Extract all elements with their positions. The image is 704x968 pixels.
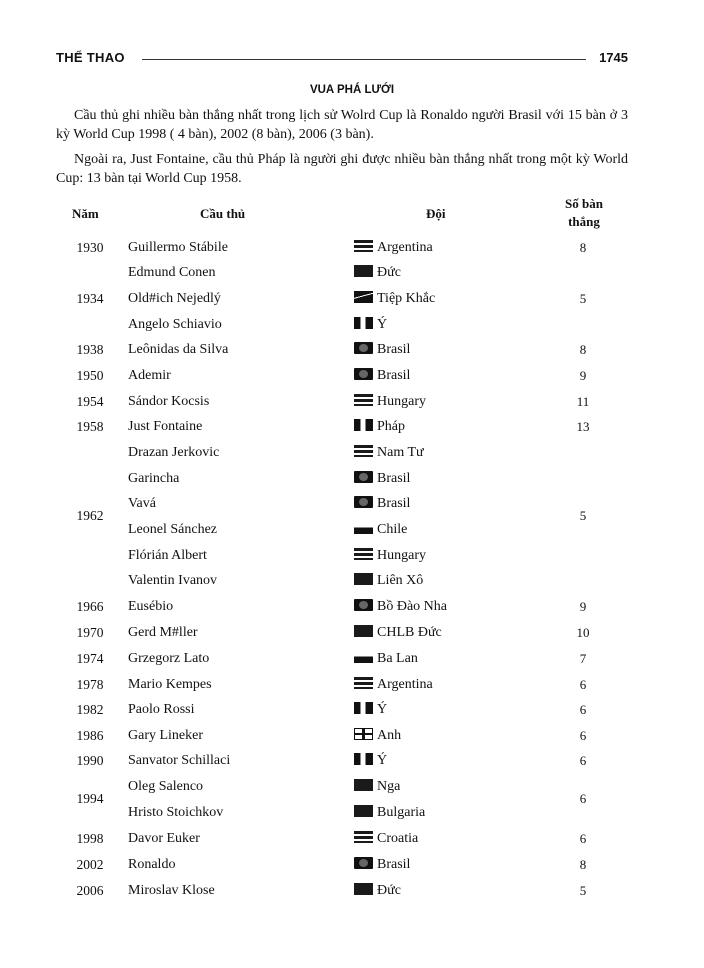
row-team [354, 777, 400, 797]
row-team-name: Brasil [377, 342, 411, 357]
row-goals: 8 [579, 240, 587, 255]
row-team [354, 726, 401, 746]
row-player: Flórián Albert [128, 548, 207, 563]
row-team-name: Argentina [377, 240, 433, 255]
flag-icon [354, 394, 373, 406]
row-goals [560, 469, 606, 489]
row-team [354, 520, 407, 540]
row-year [68, 443, 112, 463]
row-team-name: Nga [377, 779, 401, 794]
row-team-name: Đức [377, 265, 401, 280]
row-team-name: Brasil [377, 368, 411, 383]
row-team [354, 238, 433, 258]
row-year: 1974 [76, 651, 104, 666]
row-player: Gerd M#ller [128, 625, 198, 640]
row-year: 1934 [76, 291, 104, 306]
row-goals: 9 [579, 599, 587, 614]
row-goals: 13 [576, 419, 590, 434]
row-goals [560, 443, 606, 463]
row-team-name: Pháp [377, 419, 405, 434]
row-goals [560, 263, 606, 283]
row-team-name: CHLB Đức [377, 625, 442, 640]
page-header [56, 50, 628, 70]
row-player: Oleg Salenco [128, 779, 204, 794]
row-player: Eusébio [128, 599, 174, 614]
row-player: Gary Lineker [128, 728, 204, 743]
flag-icon [354, 651, 373, 663]
row-team [354, 700, 387, 720]
row-goals: 9 [579, 368, 587, 383]
flag-icon [354, 702, 373, 714]
row-year: 1990 [76, 753, 104, 768]
row-team-name: Bulgaria [377, 805, 426, 820]
flag-icon [354, 317, 373, 329]
row-goals: 8 [579, 857, 587, 872]
flag-icon [354, 240, 373, 252]
row-player: Grzegorz Lato [128, 651, 210, 666]
row-team [354, 340, 410, 360]
row-team [354, 623, 442, 643]
row-player: Ademir [128, 368, 171, 383]
row-player: Miroslav Klose [128, 883, 215, 898]
flag-icon [354, 573, 373, 585]
row-player: Old#ich Nejedlý [128, 291, 221, 306]
row-team-name: Đức [377, 883, 401, 898]
flag-icon [354, 805, 373, 817]
row-player: Vavá [128, 496, 156, 511]
row-team-name: Chile [377, 522, 408, 537]
flag-icon [354, 342, 373, 354]
row-team [354, 417, 405, 437]
row-goals: 6 [579, 677, 587, 692]
flag-icon [354, 883, 373, 895]
header-goals-line2: thắng [568, 214, 600, 229]
row-team-name: Croatia [377, 831, 419, 846]
row-goals: 6 [579, 702, 587, 717]
row-team [354, 597, 447, 617]
row-player: Sándor Kocsis [128, 394, 210, 409]
row-team [354, 881, 401, 901]
row-team-name: Liên Xô [377, 573, 424, 588]
row-team-name: Bồ Đào Nha [377, 599, 447, 614]
row-player: Angelo Schiavio [128, 317, 222, 332]
row-year: 1986 [76, 728, 104, 743]
row-player: Sanvator Schillaci [128, 753, 231, 768]
row-team [354, 855, 410, 875]
row-goals: 5 [579, 291, 587, 306]
header-player: Cầu thủ [200, 206, 246, 221]
row-team [354, 494, 410, 514]
row-player: Paolo Rossi [128, 702, 195, 717]
page-number: 1745 [599, 50, 628, 65]
row-team [354, 443, 424, 463]
row-player: Ronaldo [128, 857, 176, 872]
row-year: 1970 [76, 625, 104, 640]
row-team [354, 649, 418, 669]
article-title: VUA PHÁ LƯỚI [309, 84, 395, 96]
row-team-name: Nam Tư [377, 445, 424, 460]
row-year: 1938 [76, 342, 104, 357]
row-goals: 8 [579, 342, 587, 357]
row-team-name: Ba Lan [377, 651, 418, 666]
row-team [354, 546, 426, 566]
row-player: Edmund Conen [128, 265, 216, 280]
row-team-name: Hungary [377, 548, 426, 563]
paragraph-1: Cầu thủ ghi nhiều bàn thắng nhất trong lịch sử Wolrd Cup là Ronaldo người Brasil với 15 bàn ở 3 kỳ World Cup 1998 ( 4 bàn), 2002 (8 bàn), 2006 (3 bàn). [56, 108, 628, 142]
row-player: Just Fontaine [128, 419, 203, 434]
row-team [354, 675, 433, 695]
row-year: 1950 [76, 368, 104, 383]
row-player: Mario Kempes [128, 677, 212, 692]
flag-icon [354, 753, 373, 765]
flag-icon [354, 471, 373, 483]
row-goals [560, 571, 606, 591]
row-year: 1978 [76, 677, 104, 692]
row-team-name: Ý [377, 317, 388, 332]
flag-icon [354, 368, 373, 380]
row-goals [560, 315, 606, 335]
row-team [354, 263, 401, 283]
flag-icon [354, 677, 373, 689]
row-team-name: Tiệp Khắc [377, 291, 436, 306]
row-year [68, 315, 112, 335]
row-year: 1966 [76, 599, 104, 614]
flag-icon [354, 522, 373, 534]
flag-icon [354, 599, 373, 611]
flag-icon [354, 728, 373, 740]
merged-goals-1994: 6 [579, 791, 587, 806]
row-team [354, 751, 387, 771]
row-goals: 6 [579, 753, 587, 768]
flag-icon [354, 779, 373, 791]
row-player: Garincha [128, 471, 180, 486]
merged-year-1962: 1962 [76, 508, 104, 523]
section-title: THỂ THAO [56, 50, 125, 65]
flag-icon [354, 857, 373, 869]
flag-icon [354, 496, 373, 508]
flag-icon [354, 445, 373, 457]
row-year [68, 469, 112, 489]
flag-icon [354, 625, 373, 637]
row-goals: 7 [579, 651, 587, 666]
row-goals: 6 [579, 728, 587, 743]
row-team-name: Brasil [377, 496, 411, 511]
flag-icon [354, 265, 373, 277]
row-goals: 11 [576, 394, 590, 409]
row-team-name: Hungary [377, 394, 426, 409]
row-team-name: Argentina [377, 677, 433, 692]
row-team [354, 392, 426, 412]
row-team-name: Ý [377, 702, 388, 717]
header-year: Năm [72, 206, 99, 221]
row-team-name: Ý [377, 753, 388, 768]
row-team [354, 469, 410, 489]
row-year: 1958 [76, 419, 104, 434]
row-player: Drazan Jerkovic [128, 445, 220, 460]
row-player: Hristo Stoichkov [128, 805, 224, 820]
row-team-name: Anh [377, 728, 402, 743]
row-player: Guillermo Stábile [128, 240, 228, 255]
row-team [354, 315, 387, 335]
row-goals [560, 546, 606, 566]
row-year [68, 263, 112, 283]
row-year: 1930 [76, 240, 104, 255]
row-goals: 6 [579, 831, 587, 846]
row-year: 1998 [76, 831, 104, 846]
row-player: Leônidas da Silva [128, 342, 229, 357]
row-team [354, 803, 425, 823]
header-team: Đội [426, 206, 446, 221]
row-year: 2002 [76, 857, 104, 872]
merged-year-1994: 1994 [76, 791, 104, 806]
row-team-name: Brasil [377, 857, 411, 872]
row-year: 2006 [76, 883, 104, 898]
header-rule [142, 59, 586, 60]
flag-icon [354, 548, 373, 560]
row-player: Leonel Sánchez [128, 522, 218, 537]
row-year [68, 546, 112, 566]
merged-goals-1962: 5 [579, 508, 587, 523]
row-team [354, 289, 435, 309]
row-player: Valentin Ivanov [128, 573, 218, 588]
row-year: 1982 [76, 702, 104, 717]
row-goals: 10 [576, 625, 590, 640]
row-year [68, 571, 112, 591]
paragraph-2: Ngoài ra, Just Fontaine, cầu thủ Pháp là người ghi được nhiều bàn thắng nhất trong một kỳ World Cup: 13 bàn tại World Cup 1958. [56, 152, 628, 186]
header-goals-line1: Số bàn [565, 196, 603, 211]
flag-icon [354, 291, 373, 303]
row-team [354, 366, 410, 386]
row-goals: 5 [579, 883, 587, 898]
row-year: 1954 [76, 394, 104, 409]
flag-icon [354, 831, 373, 843]
row-team-name: Brasil [377, 471, 411, 486]
header-goals [556, 195, 612, 231]
row-team [354, 571, 423, 591]
flag-icon [354, 419, 373, 431]
row-team [354, 829, 418, 849]
row-player: Davor Euker [128, 831, 200, 846]
